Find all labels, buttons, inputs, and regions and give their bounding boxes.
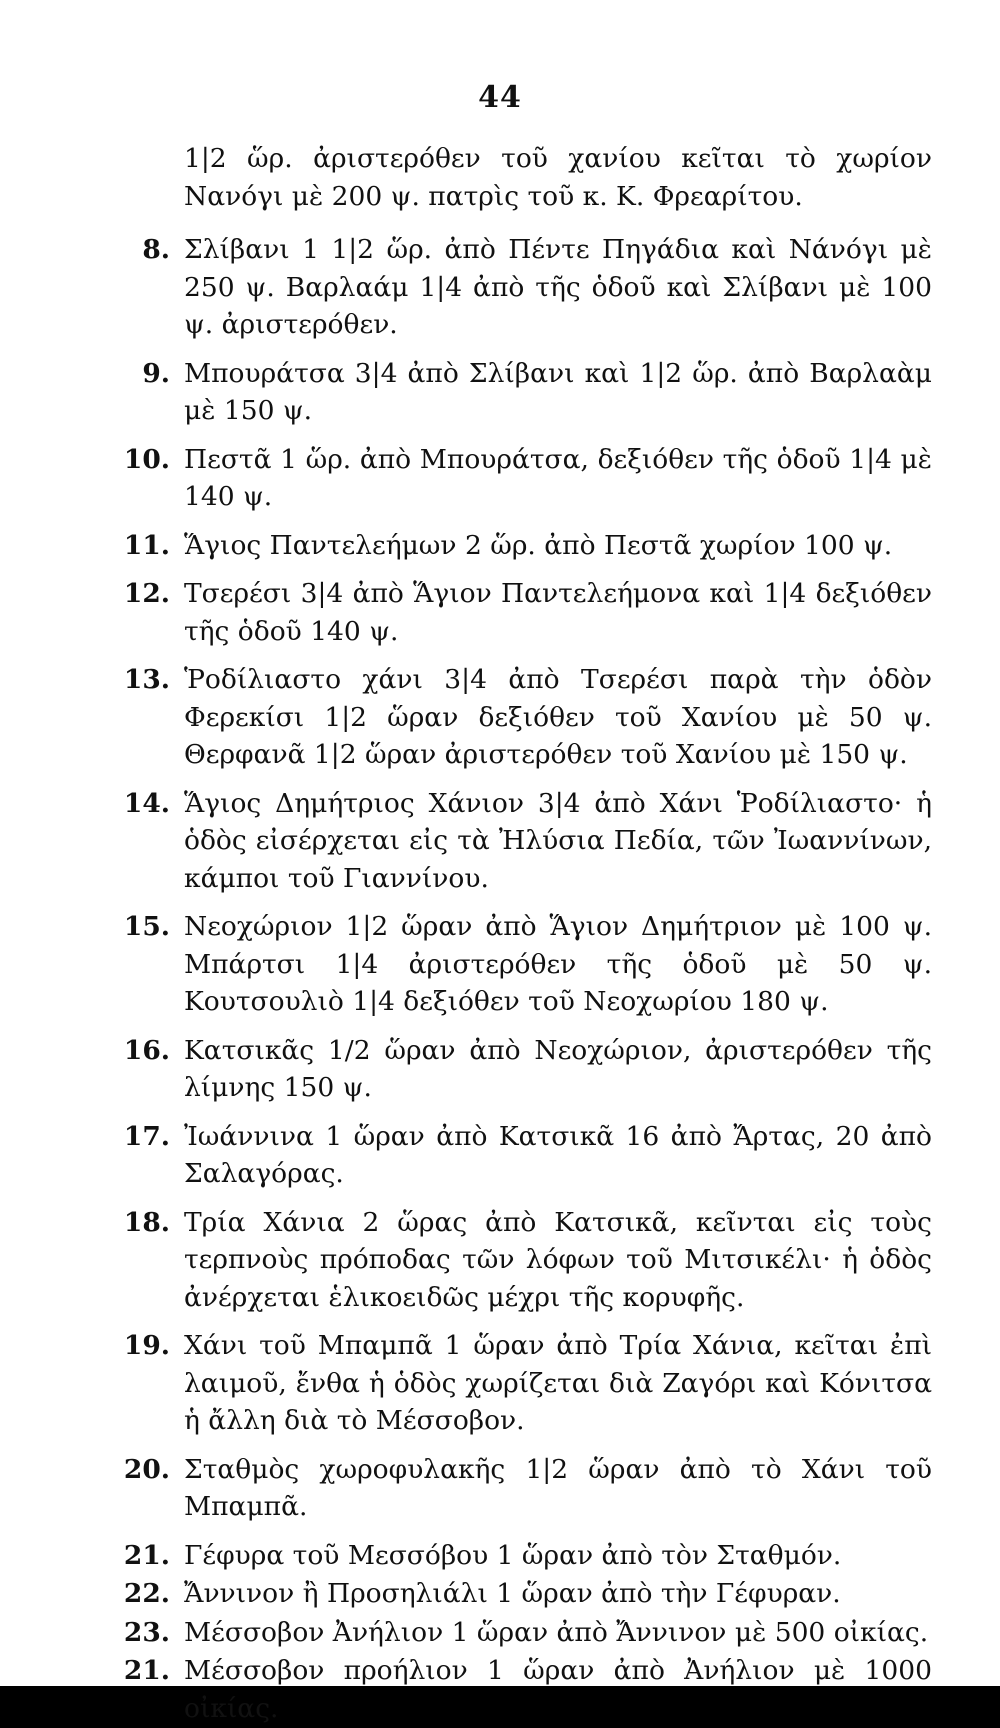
itinerary-entry bbox=[112, 1614, 932, 1652]
entry-text: Τσερέσι 3|4 ἀπὸ Ἅγιον Παντελεήμονα καὶ 1|4 δεξιόθεν τῆς ὁδοῦ 140 ψ. bbox=[184, 578, 932, 647]
entry-number: 19. bbox=[123, 1330, 170, 1361]
entry-number: 11. bbox=[123, 529, 170, 561]
itinerary-entry bbox=[112, 355, 932, 430]
entry-number: 13. bbox=[123, 664, 170, 695]
entry-number: 21. bbox=[123, 1655, 170, 1686]
entry-text: Κατσικᾶς 1/2 ὥραν ἀπὸ Νεοχώριον, ἀριστερόθεν τῆς λίμνης 150 ψ. bbox=[184, 1034, 932, 1103]
entry-text: Μέσσοβον Ἀνήλιον 1 ὥραν ἀπὸ Ἄννινον μὲ 500 οἰκίας. bbox=[184, 1616, 929, 1648]
entry-text: Χάνι τοῦ Μπαμπᾶ 1 ὥραν ἀπὸ Τρία Χάνια, κεῖται ἐπὶ λαιμοῦ, ἔνθα ἡ ὁδὸς χωρίζεται διὰ Ζαγόρι καὶ Κόνιτσα ἡ ἄλλη διὰ τὸ Μέσσοβον. bbox=[184, 1330, 932, 1436]
entry-number: 15. bbox=[123, 911, 170, 942]
page-number: 44 bbox=[478, 80, 522, 115]
itinerary-entry bbox=[112, 1575, 932, 1613]
entry-text: Μέσσοβον προήλιον 1 ὥραν ἀπὸ Ἀνήλιον μὲ 1000 οἰκίας. bbox=[184, 1655, 932, 1724]
itinerary-entry bbox=[112, 1032, 932, 1107]
entry-number: 20. bbox=[123, 1453, 170, 1485]
itinerary-entry bbox=[112, 441, 932, 516]
entry-number: 12. bbox=[123, 578, 170, 609]
entry-text: Γέφυρα τοῦ Μεσσόβου 1 ὥραν ἀπὸ τὸν Σταθμόν. bbox=[184, 1539, 842, 1571]
entry-text: Ῥοδίλιαστο χάνι 3|4 ἀπὸ Τσερέσι παρὰ τὴν ὁδὸν Φερεκίσι 1|2 ὥραν δεξιόθεν τοῦ Χανίου μὲ 50 ψ. Θερφανᾶ 1|2 ὥραν ἀριστερόθεν τοῦ Χανίου μὲ 150 ψ. bbox=[184, 664, 932, 770]
entry-number: 14. bbox=[123, 787, 170, 819]
entry-text: Τρία Χάνια 2 ὥρας ἀπὸ Κατσικᾶ, κεῖνται εἰς τοὺς τερπνοὺς πρόποδας τῶν λόφων τοῦ Μιτσικέλι· ἡ ὁδὸς ἀνέρχεται ἑλικοειδῶς μέχρι τῆς κορυφῆς. bbox=[184, 1206, 932, 1313]
entry-number: 17. bbox=[123, 1120, 170, 1152]
itinerary-entry bbox=[112, 231, 932, 344]
entry-number: 16. bbox=[123, 1034, 170, 1066]
itinerary-entry bbox=[112, 1451, 932, 1526]
itinerary-entry bbox=[112, 1118, 932, 1193]
entry-text: Νεοχώριον 1|2 ὥραν ἀπὸ Ἅγιον Δημήτριον μὲ 100 ψ. Μπάρτσι 1|4 ἀριστερόθεν τῆς ὁδοῦ μὲ 50 ψ. Κουτσουλιὸ 1|4 δεξιόθεν τοῦ Νεοχωρίου 180 ψ. bbox=[184, 911, 932, 1017]
entry-number: 8. bbox=[142, 234, 170, 265]
entry-number: 21. bbox=[123, 1539, 170, 1571]
itinerary-entry bbox=[112, 1537, 932, 1575]
intro-paragraph bbox=[112, 140, 932, 215]
itinerary-entry bbox=[112, 1652, 932, 1727]
intro-text: 1|2 ὥρ. ἀριστερόθεν τοῦ χανίου κεῖται τὸ χωρίον Νανόγι μὲ 200 ψ. πατρὶς τοῦ κ. Κ. Φρεαρίτου. bbox=[184, 143, 932, 212]
entry-text: Ἰωάννινα 1 ὥραν ἀπὸ Κατσικᾶ 16 ἀπὸ Ἄρτας, 20 ἀπὸ Σαλαγόρας. bbox=[184, 1120, 932, 1189]
itinerary-entry bbox=[112, 1327, 932, 1440]
itinerary-entry bbox=[112, 785, 932, 898]
entry-text: Ἄννινον ἢ Προσηλιάλι 1 ὥραν ἀπὸ τὴν Γέφυραν. bbox=[184, 1578, 841, 1609]
entry-number: 10. bbox=[123, 443, 170, 475]
entry-number: 22. bbox=[123, 1578, 170, 1609]
entry-number: 23. bbox=[123, 1616, 170, 1648]
entry-text: Πεστᾶ 1 ὥρ. ἀπὸ Μπουράτσα, δεξιόθεν τῆς ὁδοῦ 1|4 μὲ 140 ψ. bbox=[184, 443, 932, 512]
entry-number: 9. bbox=[142, 357, 170, 389]
entry-text: Μπουράτσα 3|4 ἀπὸ Σλίβανι καὶ 1|2 ὥρ. ἀπὸ Βαρλαὰμ μὲ 150 ψ. bbox=[184, 357, 932, 426]
itinerary-entry bbox=[112, 1204, 932, 1317]
itinerary-list bbox=[112, 140, 932, 1728]
itinerary-entry bbox=[112, 575, 932, 650]
entry-text: Ἅγιος Παντελεήμων 2 ὥρ. ἀπὸ Πεστᾶ χωρίον 100 ψ. bbox=[184, 529, 893, 561]
entry-text: Ἅγιος Δημήτριος Χάνιον 3|4 ἀπὸ Χάνι Ῥοδίλιαστο· ἡ ὁδὸς εἰσέρχεται εἰς τὰ Ἠλύσια Πεδία, τῶν Ἰωαννίνων, κάμποι τοῦ Γιαννίνου. bbox=[184, 787, 932, 894]
itinerary-entry bbox=[112, 661, 932, 774]
itinerary-entry bbox=[112, 527, 932, 565]
itinerary-entry bbox=[112, 908, 932, 1021]
entry-text: Σταθμὸς χωροφυλακῆς 1|2 ὥραν ἀπὸ τὸ Χάνι τοῦ Μπαμπᾶ. bbox=[184, 1453, 932, 1522]
entry-number: 18. bbox=[123, 1206, 170, 1238]
entry-text: Σλίβανι 1 1|2 ὥρ. ἀπὸ Πέντε Πηγάδια καὶ Νάνόγι μὲ 250 ψ. Βαρλαάμ 1|4 ἀπὸ τῆς ὁδοῦ καὶ Σλίβανι μὲ 100 ψ. ἀριστερόθεν. bbox=[184, 234, 932, 340]
